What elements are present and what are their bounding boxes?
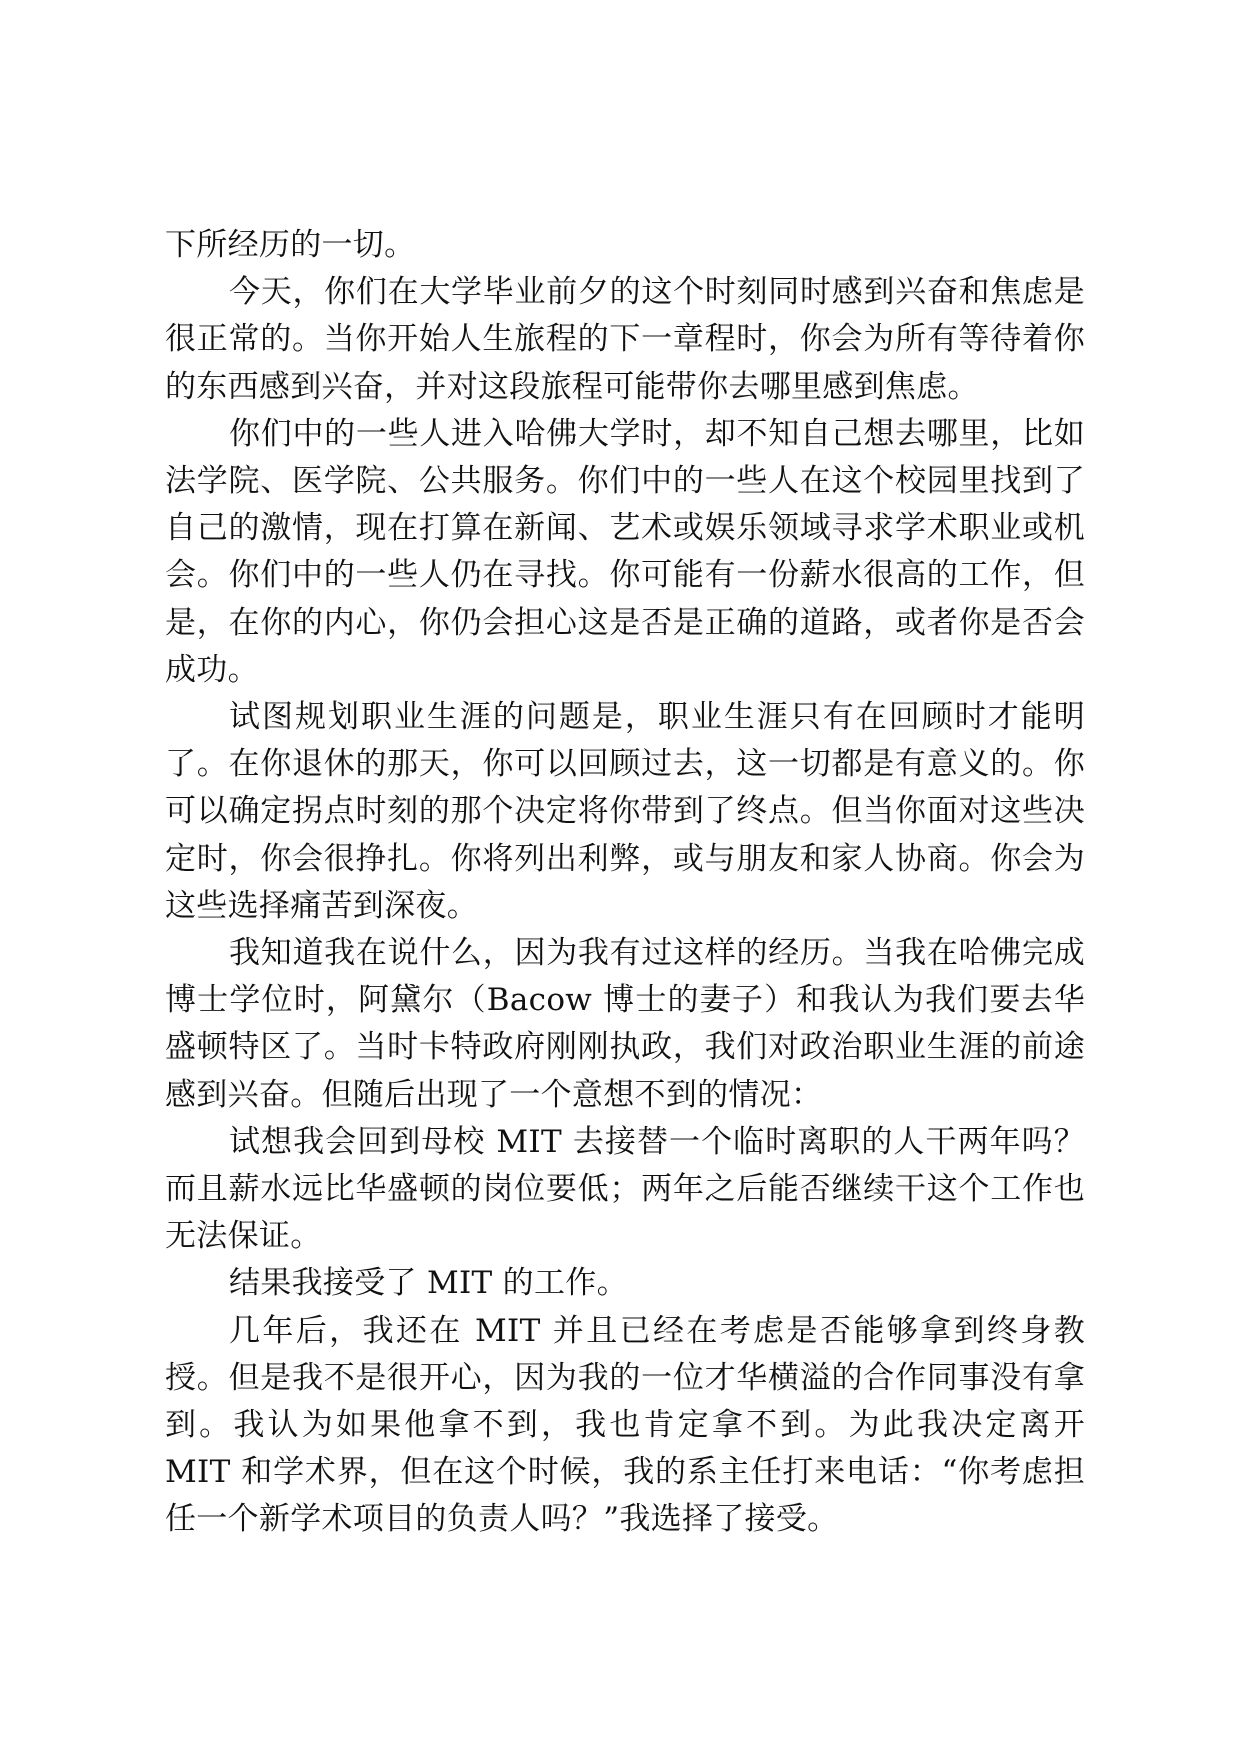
paragraph: 几年后，我还在 MIT 并且已经在考虑是否能够拿到终身教授。但是我不是很开心，因为我的一位才华横溢的合作同事没有拿到。我认为如果他拿不到，我也肯定拿不到。为此我决定离开 MIT 和学术界，但在这个时候，我的系主任打来电话：“你考虑担任一个新学术项目的负责人吗？”我选择了接受。 xyxy=(165,1312,1085,1538)
paragraph: 我知道我在说什么，因为我有过这样的经历。当我在哈佛完成博士学位时，阿黛尔（Bacow 博士的妻子）和我认为我们要去华盛顿特区了。当时卡特政府刚刚执政，我们对政治职业生涯的前途感到兴奋。但随后出现了一个意想不到的情况： xyxy=(165,935,1085,1113)
paragraph: 今天，你们在大学毕业前夕的这个时刻同时感到兴奋和焦虑是很正常的。当你开始人生旅程的下一章程时，你会为所有等待着你的东西感到兴奋，并对这段旅程可能带你去哪里感到焦虑。 xyxy=(165,274,1085,405)
paragraph: 试想我会回到母校 MIT 去接替一个临时离职的人干两年吗？而且薪水远比华盛顿的岗位要低；两年之后能否继续干这个工作也无法保证。 xyxy=(165,1123,1085,1255)
paragraph: 试图规划职业生涯的问题是，职业生涯只有在回顾时才能明了。在你退休的那天，你可以回顾过去，这一切都是有意义的。你可以确定拐点时刻的那个决定将你带到了终点。但当你面对这些决定时，你会很挣扎。你将列出利弊，或与朋友和家人协商。你会为这些选择痛苦到深夜。 xyxy=(165,699,1085,924)
paragraph: 结果我接受了 MIT 的工作。 xyxy=(229,1265,628,1302)
body-text xyxy=(165,222,1085,1544)
paragraph-continuation: 下所经历的一切。 xyxy=(165,227,416,263)
paragraph: 你们中的一些人进入哈佛大学时，却不知自己想去哪里，比如法学院、医学院、公共服务。你们中的一些人在这个校园里找到了自己的激情，现在打算在新闻、艺术或娱乐领域寻求学术职业或机会。你们中的一些人仍在寻找。你可能有一份薪水很高的工作，但是，在你的内心，你仍会担心这是否是正确的道路，或者你是否会成功。 xyxy=(165,415,1085,688)
